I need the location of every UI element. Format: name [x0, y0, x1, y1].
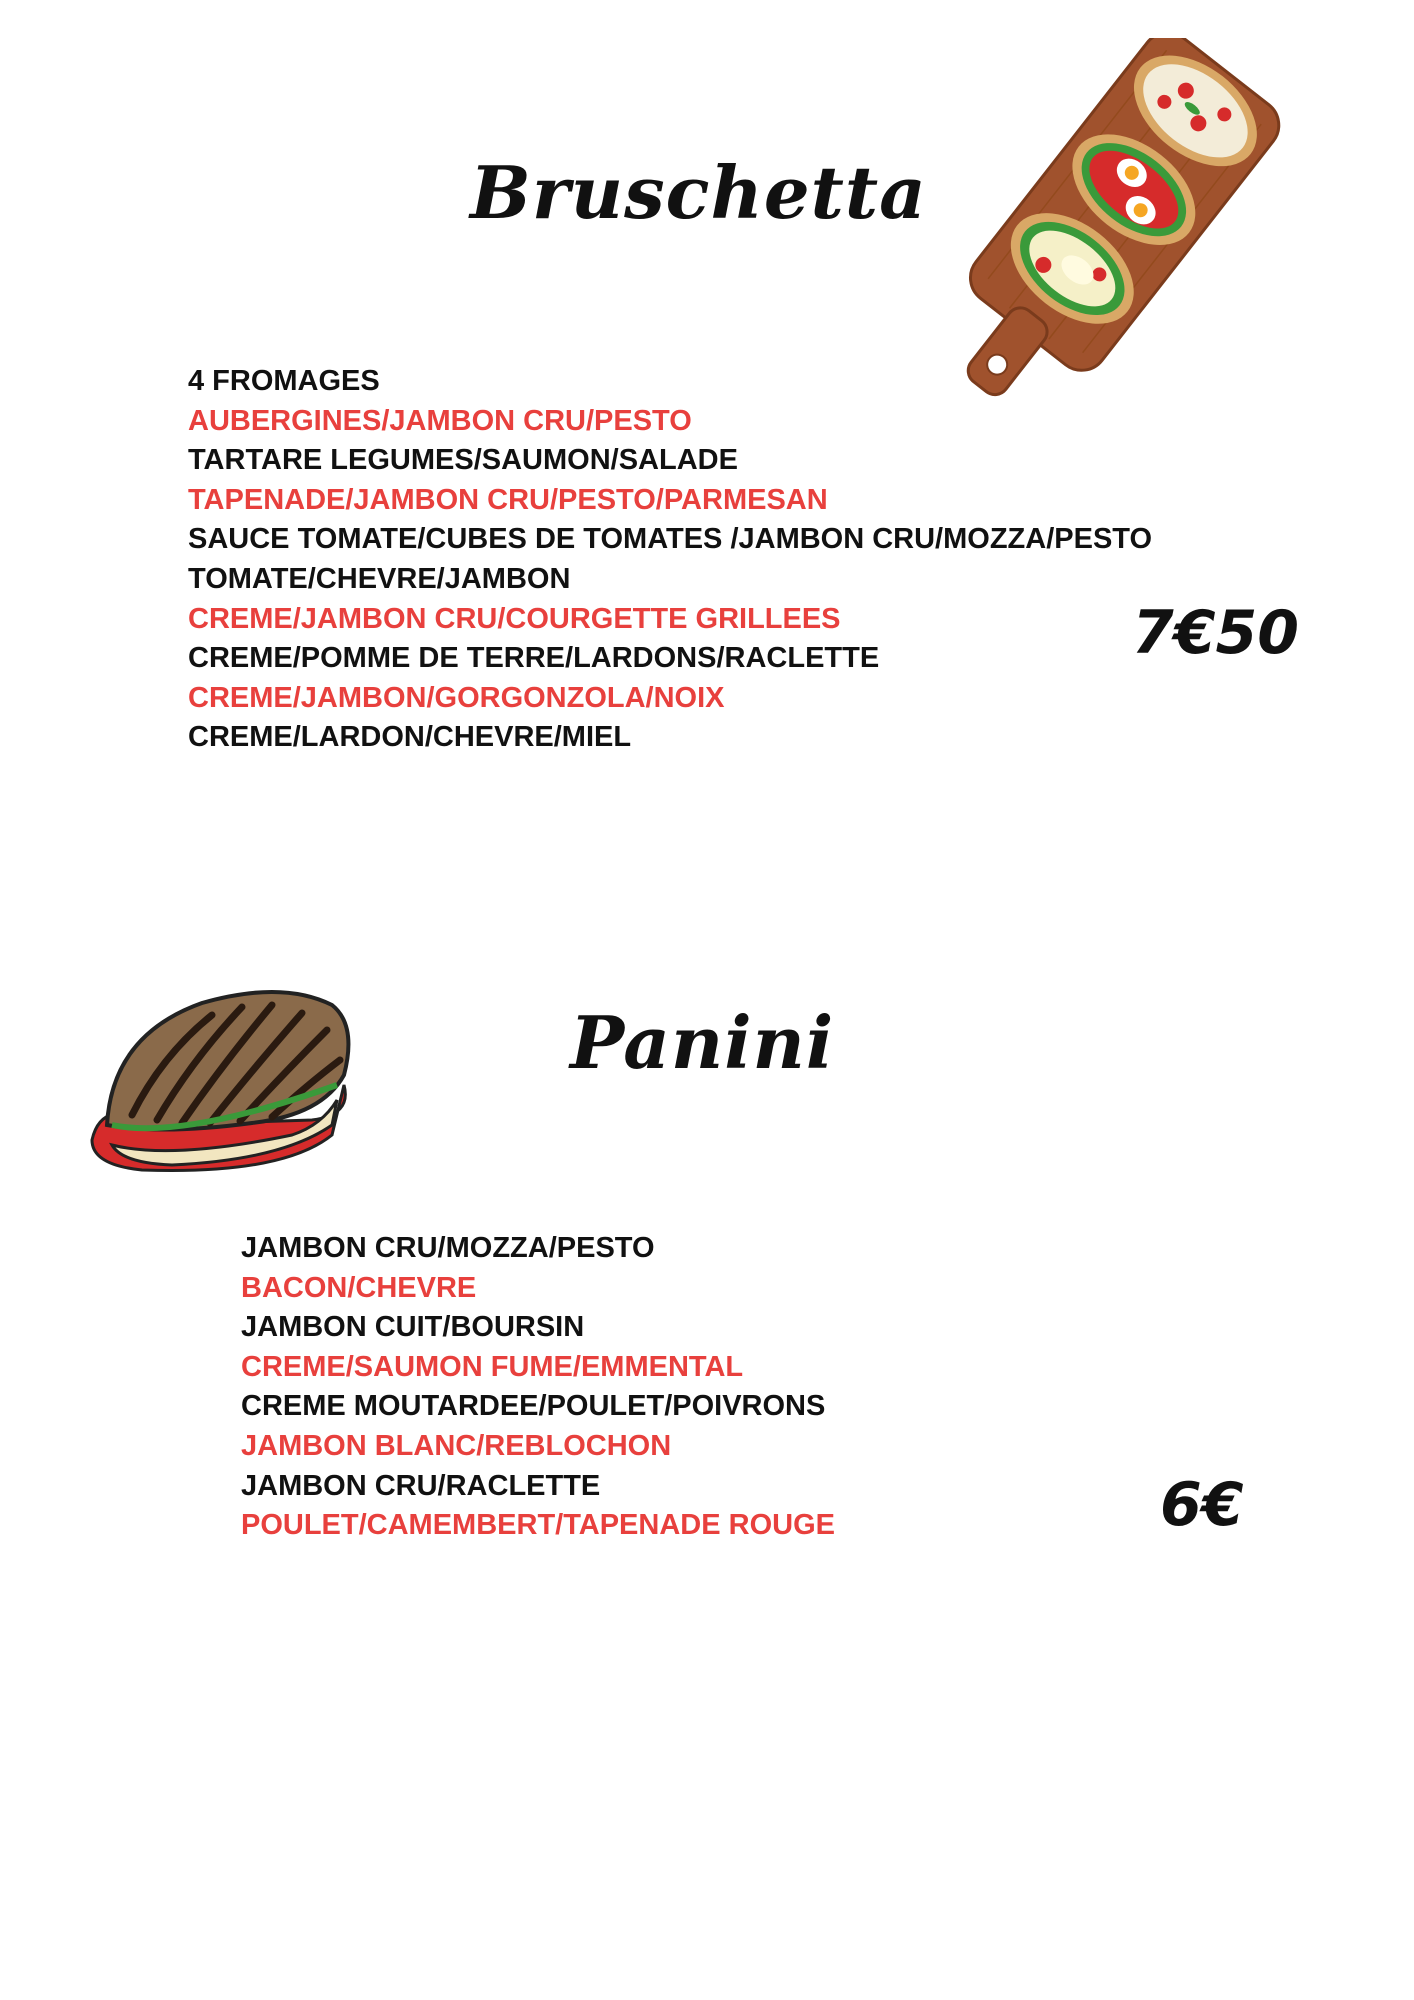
menu-item: CREME MOUTARDEE/POULET/POIVRONS [241, 1390, 826, 1423]
bruschetta-menu-list [188, 362, 1152, 758]
menu-item: AUBERGINES/JAMBON CRU/PESTO [188, 404, 692, 437]
menu-item: SAUCE TOMATE/CUBES DE TOMATES /JAMBON CRU/MOZZA/PESTO [188, 523, 1153, 556]
bruschetta-title: Bruschetta [470, 150, 927, 235]
panini-title: Panini [570, 1000, 835, 1085]
menu-item: JAMBON BLANC/REBLOCHON [241, 1429, 672, 1462]
menu-item: POULET/CAMEMBERT/TAPENADE ROUGE [241, 1509, 835, 1542]
menu-item: CREME/POMME DE TERRE/LARDONS/RACLETTE [188, 642, 880, 675]
menu-item: CREME/SAUMON FUME/EMMENTAL [241, 1350, 744, 1383]
menu-item: CREME/JAMBON/GORGONZOLA/NOIX [188, 681, 725, 714]
panini-price: 6€ [1160, 1470, 1244, 1540]
menu-item: JAMBON CRU/RACLETTE [241, 1469, 601, 1502]
panini-menu-list [241, 1229, 835, 1546]
menu-item: BACON/CHEVRE [241, 1271, 477, 1304]
menu-item: TARTARE LEGUMES/SAUMON/SALADE [188, 444, 738, 477]
menu-item: CREME/JAMBON CRU/COURGETTE GRILLEES [188, 602, 841, 635]
bruschetta-price: 7€50 [1132, 598, 1299, 668]
menu-item: CREME/LARDON/CHEVRE/MIEL [188, 721, 632, 754]
panini-sandwich-illustration [82, 975, 362, 1185]
menu-item: JAMBON CUIT/BOURSIN [241, 1311, 585, 1344]
menu-item: JAMBON CRU/MOZZA/PESTO [241, 1232, 655, 1264]
menu-item: 4 FROMAGES [188, 365, 380, 397]
menu-item: TOMATE/CHEVRE/JAMBON [188, 562, 571, 595]
menu-item: TAPENADE/JAMBON CRU/PESTO/PARMESAN [188, 483, 828, 516]
